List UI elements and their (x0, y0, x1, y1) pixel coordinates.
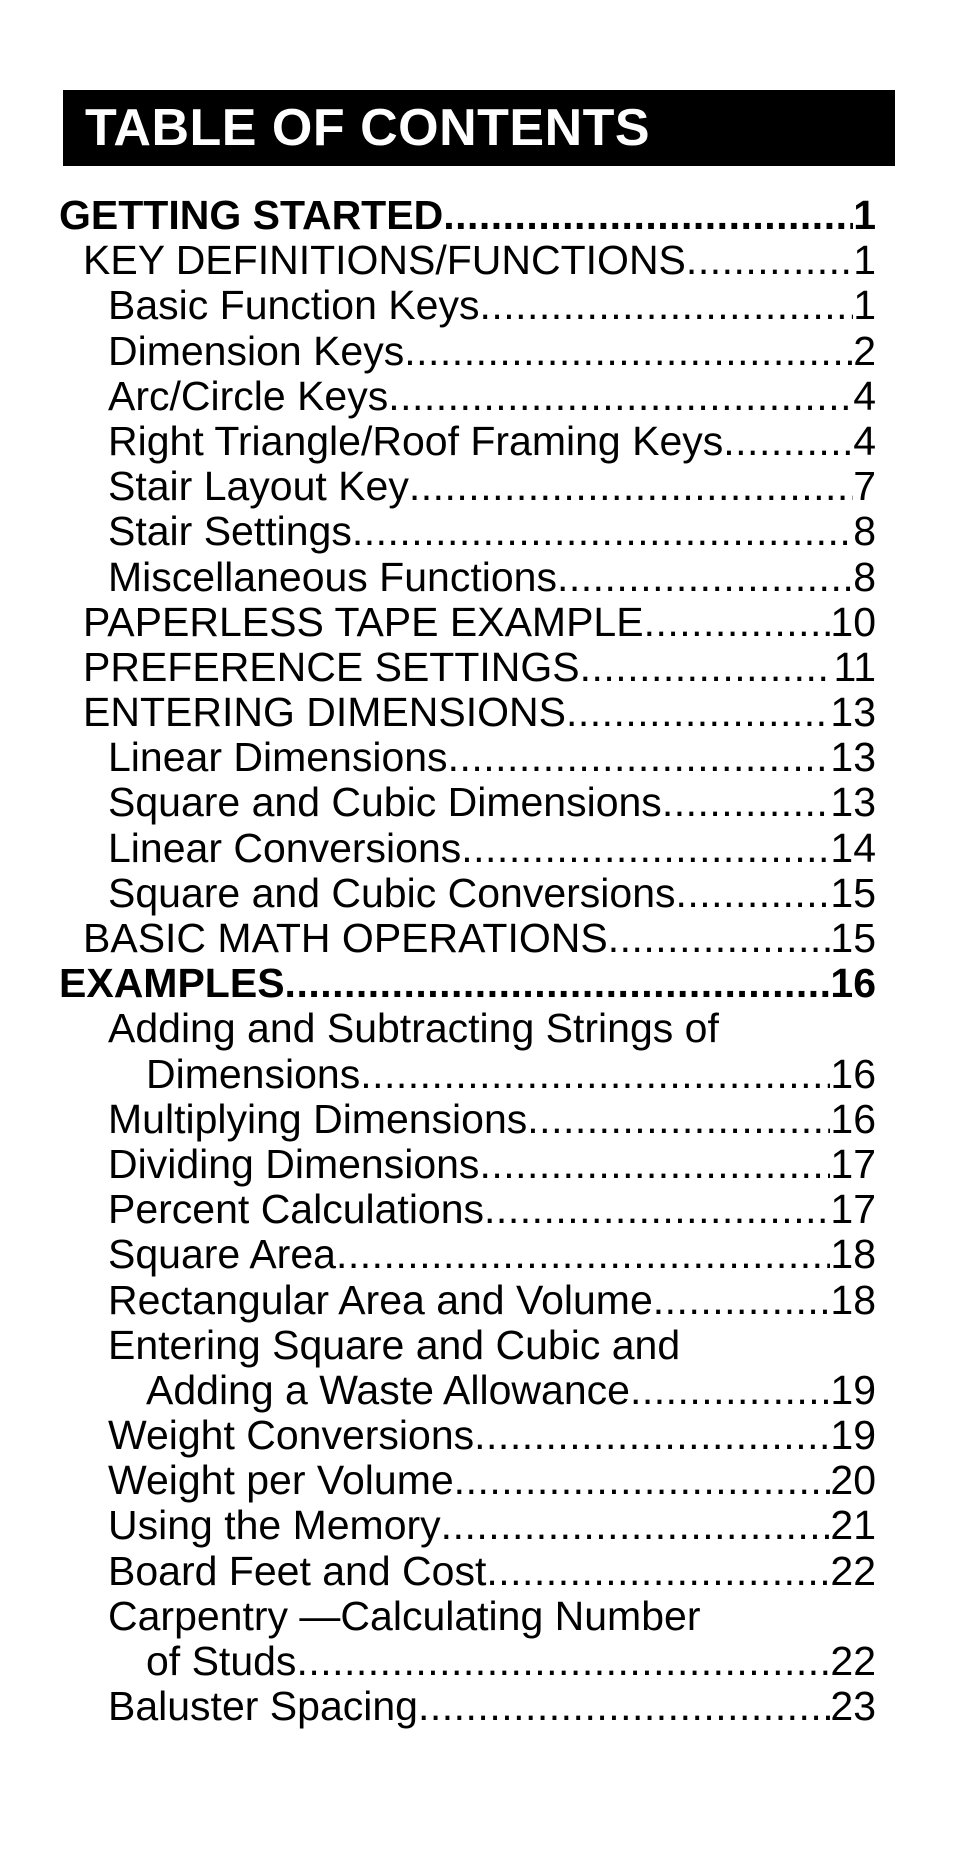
toc-entry-label: Weight Conversions (108, 1413, 475, 1459)
dot-leader (296, 1639, 830, 1684)
toc-entry-label-continued: Adding a Waste Allowance (146, 1367, 630, 1413)
toc-entry-page: 13 (830, 690, 876, 736)
toc-entry (0, 645, 954, 690)
toc-entry-label: Miscellaneous Functions (108, 554, 557, 600)
toc-entry-label-italic: Calculating Number (340, 1593, 701, 1639)
toc-entry-page: 19 (830, 1367, 876, 1413)
dot-leader (653, 1278, 831, 1323)
toc-entry-label: Arc/Circle Keys (108, 373, 389, 419)
dot-leader (448, 735, 831, 780)
toc-entry-label: KEY DEFINITIONS/FUNCTIONS (83, 238, 686, 284)
toc-entry-page: 4 (853, 373, 876, 419)
dot-leader (566, 690, 830, 735)
toc-entry-page: 4 (853, 418, 876, 464)
dot-leader (441, 1503, 831, 1548)
toc-entry-page: 1 (853, 283, 876, 329)
dot-leader (352, 509, 853, 554)
toc-entry (0, 1142, 954, 1187)
dot-leader (479, 1142, 830, 1187)
toc-entry-label: Entering Square and Cubic and (108, 1322, 681, 1368)
toc-entry (0, 871, 954, 916)
toc-entry-page: 13 (830, 735, 876, 781)
toc-entry (0, 419, 954, 464)
toc-entry-label: BASIC MATH OPERATIONS (83, 916, 608, 961)
toc-entry-page: 13 (830, 780, 876, 826)
toc-entry-label: ENTERING DIMENSIONS (83, 690, 566, 736)
toc-entry-page: 1 (853, 193, 876, 238)
toc-entry (0, 961, 954, 1006)
dot-leader (360, 1052, 830, 1097)
toc-list (0, 193, 954, 1729)
toc-entry-label: Square Area (108, 1232, 336, 1278)
toc-entry (0, 509, 954, 554)
toc-entry-page: 21 (830, 1503, 876, 1549)
toc-entry (0, 826, 954, 871)
toc-entry (0, 464, 954, 509)
toc-entry-label: Linear Conversions (108, 825, 462, 871)
toc-entry (0, 1503, 954, 1548)
toc-entry (0, 238, 954, 283)
dot-leader (662, 780, 831, 825)
toc-entry-label: Weight per Volume (108, 1458, 454, 1504)
toc-entry-page: 22 (830, 1639, 876, 1684)
dot-leader (479, 283, 853, 328)
toc-entry-label: EXAMPLES (59, 961, 285, 1007)
toc-entry-page: 8 (853, 554, 876, 600)
toc-entry-label: Stair Settings (108, 509, 352, 555)
toc-entry-label: Right Triangle/Roof Framing Keys (108, 418, 724, 464)
dot-leader (686, 238, 853, 283)
toc-entry-label: Multiplying Dimensions (108, 1096, 528, 1142)
dot-leader (454, 1458, 831, 1503)
toc-entry-label-continued: Dimensions (146, 1051, 361, 1097)
toc-entry-label: Dimension Keys (108, 328, 405, 374)
dot-leader (404, 329, 853, 374)
toc-entry (0, 329, 954, 374)
toc-entry-label: PAPERLESS TAPE EXAMPLE (83, 599, 644, 645)
toc-entry-page: 15 (830, 916, 876, 961)
dot-leader (336, 1232, 830, 1277)
toc-entry (0, 1278, 954, 1323)
toc-entry-page: 10 (830, 599, 876, 645)
toc-entry (0, 1232, 954, 1277)
toc-entry-page: 16 (830, 961, 876, 1007)
toc-entry (0, 780, 954, 825)
toc-entry (0, 1413, 954, 1458)
toc-entry (0, 1684, 954, 1729)
toc-entry-label: Baluster Spacing (108, 1684, 418, 1730)
toc-entry (0, 916, 954, 961)
toc-entry-page: 8 (853, 509, 876, 555)
toc-entry (0, 283, 954, 328)
toc-entry (0, 374, 954, 419)
toc-entry (0, 1006, 954, 1096)
toc-entry-page: 18 (830, 1232, 876, 1278)
dot-leader (580, 645, 834, 690)
toc-entry-label: Dividing Dimensions (108, 1141, 480, 1187)
toc-entry-page: 7 (853, 464, 876, 510)
toc-entry-page: 16 (830, 1051, 876, 1097)
toc-entry-label: Percent Calculations (108, 1187, 485, 1233)
toc-entry (0, 1594, 954, 1684)
toc-title-bar (63, 90, 895, 166)
toc-entry-label: Adding and Subtracting Strings of (108, 1006, 719, 1052)
toc-entry-page: 1 (853, 238, 876, 284)
dot-leader (484, 1187, 830, 1232)
toc-entry-page: 20 (830, 1458, 876, 1504)
toc-entry-page: 23 (830, 1684, 876, 1730)
toc-entry-label: GETTING STARTED (59, 193, 444, 238)
toc-entry-page: 11 (833, 644, 876, 690)
toc-entry-page: 22 (830, 1548, 876, 1594)
toc-entry (0, 1458, 954, 1503)
toc-entry-label: Square and Cubic Dimensions (108, 780, 662, 826)
toc-entry (0, 600, 954, 645)
toc-entry (0, 193, 954, 238)
dot-leader (608, 916, 831, 961)
toc-entry-label: Carpentry — (108, 1593, 341, 1639)
toc-entry (0, 555, 954, 600)
dot-leader (557, 555, 853, 600)
toc-entry-page: 17 (830, 1141, 876, 1187)
toc-entry-label: Square and Cubic Conversions (108, 870, 676, 916)
dot-leader (486, 1549, 830, 1594)
toc-entry-page: 17 (830, 1187, 876, 1233)
page-title: TABLE OF CONTENTS (85, 99, 651, 157)
toc-entry-label: Linear Dimensions (108, 735, 448, 781)
dot-leader (723, 419, 853, 464)
toc-entry-page: 18 (830, 1277, 876, 1323)
toc-entry-page: 19 (830, 1413, 876, 1459)
toc-entry (0, 735, 954, 780)
toc-entry (0, 1097, 954, 1142)
toc-entry (0, 1549, 954, 1594)
dot-leader (418, 1684, 830, 1729)
toc-entry-label: Basic Function Keys (108, 283, 480, 329)
toc-entry (0, 1323, 954, 1413)
toc-entry-label: Board Feet and Cost (108, 1548, 487, 1594)
dot-leader (474, 1413, 830, 1458)
toc-entry-label: Rectangular Area and Volume (108, 1277, 653, 1323)
toc-entry-page: 16 (830, 1096, 876, 1142)
toc-entry-page: 2 (853, 328, 876, 374)
toc-entry (0, 1187, 954, 1232)
toc-entry-page: 14 (830, 825, 876, 871)
dot-leader (644, 600, 831, 645)
dot-leader (676, 871, 831, 916)
toc-entry-label-continued: of Studs (146, 1639, 297, 1684)
toc-entry-label: Using the Memory (108, 1503, 441, 1549)
dot-leader (443, 193, 853, 238)
dot-leader (388, 374, 853, 419)
dot-leader (285, 961, 831, 1006)
toc-entry-label: PREFERENCE SETTINGS (83, 644, 580, 690)
toc-entry-label: Stair Layout Key (108, 464, 409, 510)
dot-leader (527, 1097, 830, 1142)
toc-entry-page: 15 (830, 870, 876, 916)
dot-leader (409, 464, 853, 509)
dot-leader (461, 826, 830, 871)
dot-leader (630, 1368, 830, 1413)
toc-entry (0, 690, 954, 735)
